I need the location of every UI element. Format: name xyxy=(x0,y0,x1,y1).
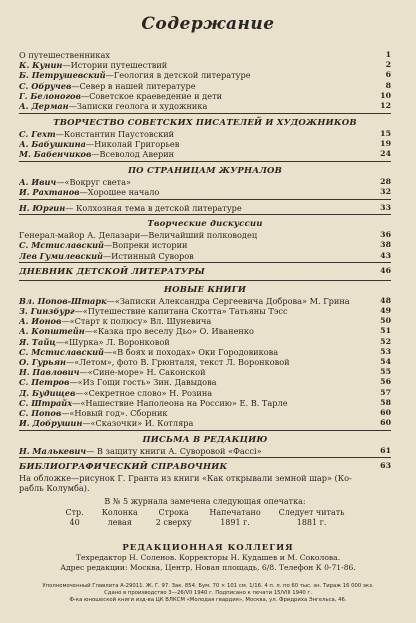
entry-title: —«Секретное слово» Н. Розина xyxy=(75,387,213,398)
entry-author: Лев Гумилевский xyxy=(19,250,103,261)
entry-author: И. Рахтанов xyxy=(19,186,80,197)
page-number: 57 xyxy=(380,387,391,397)
page-number: 2 xyxy=(385,60,391,70)
toc-entry xyxy=(19,139,391,149)
entry-text xyxy=(19,187,375,197)
errata-column: Стр. xyxy=(65,508,84,518)
page-number: 56 xyxy=(380,377,391,387)
page-number: 32 xyxy=(380,186,391,196)
entry-text xyxy=(19,347,375,357)
entry-title: —Север в нашей литературе xyxy=(71,80,196,91)
page-number: 63 xyxy=(380,461,391,471)
entry-text xyxy=(19,230,375,240)
entry-text xyxy=(19,203,375,213)
toc-entry xyxy=(19,326,391,336)
page-number: 55 xyxy=(380,367,391,377)
entry-title: —Геология в детской литературе xyxy=(105,70,251,81)
entry-text xyxy=(19,296,375,306)
toc-entry xyxy=(19,129,391,139)
entry-text xyxy=(19,91,375,101)
page-number: 38 xyxy=(380,240,391,250)
section-heading: НОВЫЕ КНИГИ xyxy=(163,284,247,295)
entry-author: А. Дерман xyxy=(19,100,69,111)
page-number: 51 xyxy=(380,326,391,336)
entry-text xyxy=(19,139,375,149)
toc-entry xyxy=(19,251,391,261)
toc-entry xyxy=(19,50,391,60)
page-number: 24 xyxy=(380,149,391,158)
entry-author: С. Петров xyxy=(19,377,70,388)
entry-author: А. Бабушкина xyxy=(19,138,86,149)
toc-entry xyxy=(19,187,391,197)
entry-title: —Истинный Суворов xyxy=(102,250,194,261)
imprint-line: Ф-ка юношеской книги изд-ва ЦК ВЛКСМ «Молодая гвардия», Москва, ул. Фридриха Энгельса, 46. xyxy=(69,597,347,604)
toc-entry xyxy=(19,357,391,367)
section-rule xyxy=(19,430,391,431)
toc-entry xyxy=(19,81,391,91)
toc-entry xyxy=(19,91,391,101)
page-number: 15 xyxy=(380,128,391,138)
entry-title: —«Летом», фото В. Грюнталя, текст Л. Воронковой xyxy=(66,356,290,367)
entry-title: —Вопреки истории xyxy=(103,240,188,251)
entry-title: —«Нашествие Наполеона на Россию» Е. В. Тарле xyxy=(72,397,288,408)
page-number: 60 xyxy=(380,407,391,417)
entry-text xyxy=(19,177,375,187)
page-title: Содержание xyxy=(141,14,275,34)
errata-column: Колонка xyxy=(101,508,138,518)
cover-note-text: На обложке—рисунок Г. Гранта из книги «Как открывали земной шар» (Ко-рабль Колумба). xyxy=(19,473,352,494)
entry-text xyxy=(19,306,375,316)
entry-author: И. Добрушин xyxy=(19,418,83,429)
entry-title: —Хорошее начало xyxy=(79,186,160,197)
cover-note xyxy=(19,473,391,493)
entry-title: —«Сине-море» Н. Саконской xyxy=(79,367,206,378)
editorial-board xyxy=(14,543,402,573)
toc-entry xyxy=(19,230,391,240)
entry-title: —Константин Паустовский xyxy=(55,128,175,139)
errata-value: 1891 г. xyxy=(220,518,250,528)
errata-column: Напечатано xyxy=(209,508,261,518)
entry-text xyxy=(19,326,375,336)
toc-entry xyxy=(19,296,391,306)
entry-title: —«Казка про веселу Дьо» О. Иваненко xyxy=(84,326,254,337)
entry-title: — В защиту книги А. Суворовой «Фассі» xyxy=(86,445,262,456)
entry-author: М. Бабенчиков xyxy=(19,149,92,159)
entry-author: Н. Павлович xyxy=(19,367,80,378)
entry-text xyxy=(19,316,375,326)
page-number: 49 xyxy=(380,306,391,315)
section-rule xyxy=(19,457,391,458)
entry-title: —«Вокруг света» xyxy=(56,176,131,187)
page-number: 33 xyxy=(380,202,391,212)
board-editors: Техредактор Н. Соленов. Корректоры Н. Кудашев и М. Соколова. xyxy=(75,553,341,562)
entry-title: —Истории путешествий xyxy=(62,60,168,71)
entry-text xyxy=(19,418,375,428)
entry-author: С. Мстиславский xyxy=(19,346,104,357)
toc-entry xyxy=(19,367,391,377)
toc-entry xyxy=(19,316,391,326)
entry-text xyxy=(19,388,375,398)
entry-author: А. Ивич xyxy=(19,176,57,187)
entry-author: С. Попов xyxy=(19,407,62,418)
imprint-line: Сдано в производство 3—26/VII 1940 г. Подписано к печати 15/VIII 1940 г. xyxy=(104,590,312,597)
entry-title: —«Старт к полюсу» Вл. Шуневича xyxy=(61,316,212,327)
errata-value: 40 xyxy=(69,518,80,528)
section-heading-row xyxy=(19,461,391,473)
page-number: 28 xyxy=(380,176,391,186)
toc-entry xyxy=(19,177,391,187)
section-heading: ТВОРЧЕСТВО СОВЕТСКИХ ПИСАТЕЛЕЙ И ХУДОЖНИКОВ xyxy=(53,117,357,128)
errata-heading: В № 5 журнала замечена следующая опечатка: xyxy=(104,497,306,507)
entry-author: А. Ионов xyxy=(19,316,62,327)
section-rule xyxy=(19,161,391,162)
section-rule xyxy=(19,280,391,281)
section-rule xyxy=(19,262,391,263)
errata-column: Строка xyxy=(158,508,189,518)
toc-entry xyxy=(19,398,391,408)
errata-column: Следует читать xyxy=(278,508,345,518)
entry-title: —«Шурка» Л. Воронковой xyxy=(55,336,170,347)
board-address: Адрес редакции: Москва, Центр, Новая площадь, 6/8. Телефон К 0-71-86. xyxy=(60,563,356,572)
entry-author: Вл. Попов-Штарк xyxy=(19,295,107,306)
page-number: 1 xyxy=(385,50,391,59)
entry-title: Генерал-майор А. Делазари—Величайший полководец xyxy=(19,230,258,241)
entry-text xyxy=(19,398,375,408)
toc-entry xyxy=(19,240,391,250)
entry-text xyxy=(19,357,375,367)
section-heading: ПИСЬМА В РЕДАКЦИЮ xyxy=(142,434,268,445)
table-of-contents xyxy=(19,50,391,528)
toc-entry xyxy=(19,446,391,456)
errata-table xyxy=(56,508,353,528)
entry-text xyxy=(19,240,375,250)
page-number: 52 xyxy=(380,336,391,346)
entry-author: С. Мстиславский xyxy=(19,240,104,251)
toc-entry xyxy=(19,337,391,347)
entry-title: — Колхозная тема в детской литературе xyxy=(65,202,242,213)
entry-author: Д. Будищев xyxy=(19,387,76,398)
entry-title: —«Сказочки» И. Котляра xyxy=(82,418,194,429)
board-title: РЕДАКЦИОННАЯ КОЛЛЕГИЯ xyxy=(122,543,294,553)
section-heading: Творческие дискуссии xyxy=(147,219,263,230)
errata-value: 2 сверху xyxy=(155,518,192,528)
toc-entry xyxy=(19,347,391,357)
entry-author: Б. Петрушевский xyxy=(19,70,106,81)
toc-entry xyxy=(19,388,391,398)
page-number: 36 xyxy=(380,230,391,240)
section-heading: БИБЛИОГРАФИЧЕСКИЙ СПРАВОЧНИК xyxy=(19,462,228,473)
entry-author: З. Гинзбург xyxy=(19,306,75,316)
errata-value: левая xyxy=(107,518,132,528)
entry-author: К. Кунин xyxy=(19,60,63,71)
page-number: 8 xyxy=(385,80,391,90)
entry-author: О. Гурьян xyxy=(19,356,66,367)
entry-title: О путешественниках xyxy=(19,50,110,60)
entry-author: Я. Тайц xyxy=(19,336,56,347)
page-number: 43 xyxy=(380,250,391,260)
imprint xyxy=(14,583,402,605)
page-number: 48 xyxy=(380,295,391,305)
toc-entry xyxy=(19,149,391,159)
entry-title: —Всеволод Аверин xyxy=(91,149,175,159)
entry-title: —«Новый год». Сборник xyxy=(61,407,168,418)
entry-author: С. Гехт xyxy=(19,128,56,139)
errata-value: 1881 г. xyxy=(296,518,327,528)
entry-title: —«Записки Александра Сергеевича Доброва» М. Грина xyxy=(106,295,350,306)
entry-text xyxy=(19,81,375,91)
entry-author: А. Копштейн xyxy=(19,326,85,337)
section-rule xyxy=(19,214,391,215)
entry-text xyxy=(19,251,375,261)
entry-text xyxy=(19,367,375,377)
entry-title: —«В боях и походах» Оки Городовикова xyxy=(103,346,279,357)
page-number: 12 xyxy=(380,100,391,110)
entry-title: —«Путешествие капитана Скотта» Татьяны Тэсс xyxy=(74,306,288,316)
section-heading-row xyxy=(19,266,391,278)
page-number: 58 xyxy=(380,397,391,407)
page-number: 10 xyxy=(380,90,391,100)
section-heading: ДНЕВНИК ДЕТСКОЙ ЛИТЕРАТУРЫ xyxy=(19,267,205,278)
entry-author: С. Обручев xyxy=(19,80,72,91)
toc-entry xyxy=(19,418,391,428)
entry-title: —Советское краеведение и дети xyxy=(80,90,223,101)
entry-text xyxy=(19,377,375,387)
entry-text xyxy=(19,101,375,111)
page-number: 50 xyxy=(380,316,391,326)
page-number: 19 xyxy=(380,138,391,148)
page-number: 6 xyxy=(385,70,391,80)
section-rule xyxy=(19,199,391,200)
page-number: 60 xyxy=(380,418,391,428)
entry-author: Н. Малькевич xyxy=(19,445,87,456)
toc-entry xyxy=(19,306,391,316)
toc-entry xyxy=(19,70,391,80)
entry-author: Г. Белоногов xyxy=(19,90,81,101)
section-heading: ПО СТРАНИЦАМ ЖУРНАЛОВ xyxy=(127,165,283,176)
entry-text xyxy=(19,50,375,60)
page-number: 61 xyxy=(380,445,391,455)
page-number: 46 xyxy=(380,266,391,276)
toc-entry xyxy=(19,408,391,418)
entry-text xyxy=(19,60,375,70)
toc-entry xyxy=(19,203,391,213)
entry-text xyxy=(19,129,375,139)
entry-text xyxy=(19,446,375,456)
entry-text xyxy=(19,408,375,418)
entry-title: —Записки геолога и художника xyxy=(68,100,208,111)
entry-text xyxy=(19,149,375,159)
imprint-line: Уполномоченный Главлита А-29011. Ж. Г. 97. Зак. 854. Бум. 70 × 101 см. 1/16. 4 п. л. по 60 тыс. зн. Тираж 16 000 экз. xyxy=(42,583,374,589)
toc-entry xyxy=(19,377,391,387)
entry-text xyxy=(19,337,375,347)
page-number: 53 xyxy=(380,346,391,356)
toc-entry xyxy=(19,60,391,70)
entry-title: —Николай Григорьев xyxy=(85,138,180,149)
toc-entry xyxy=(19,101,391,111)
entry-text xyxy=(19,70,375,80)
entry-author: Н. Юргин xyxy=(19,202,66,213)
entry-title: —«Из Гощи гость» Зин. Давыдова xyxy=(69,377,217,388)
page-number: 54 xyxy=(380,356,391,366)
section-rule xyxy=(19,113,391,114)
entry-author: С. Штрайх xyxy=(19,397,73,408)
